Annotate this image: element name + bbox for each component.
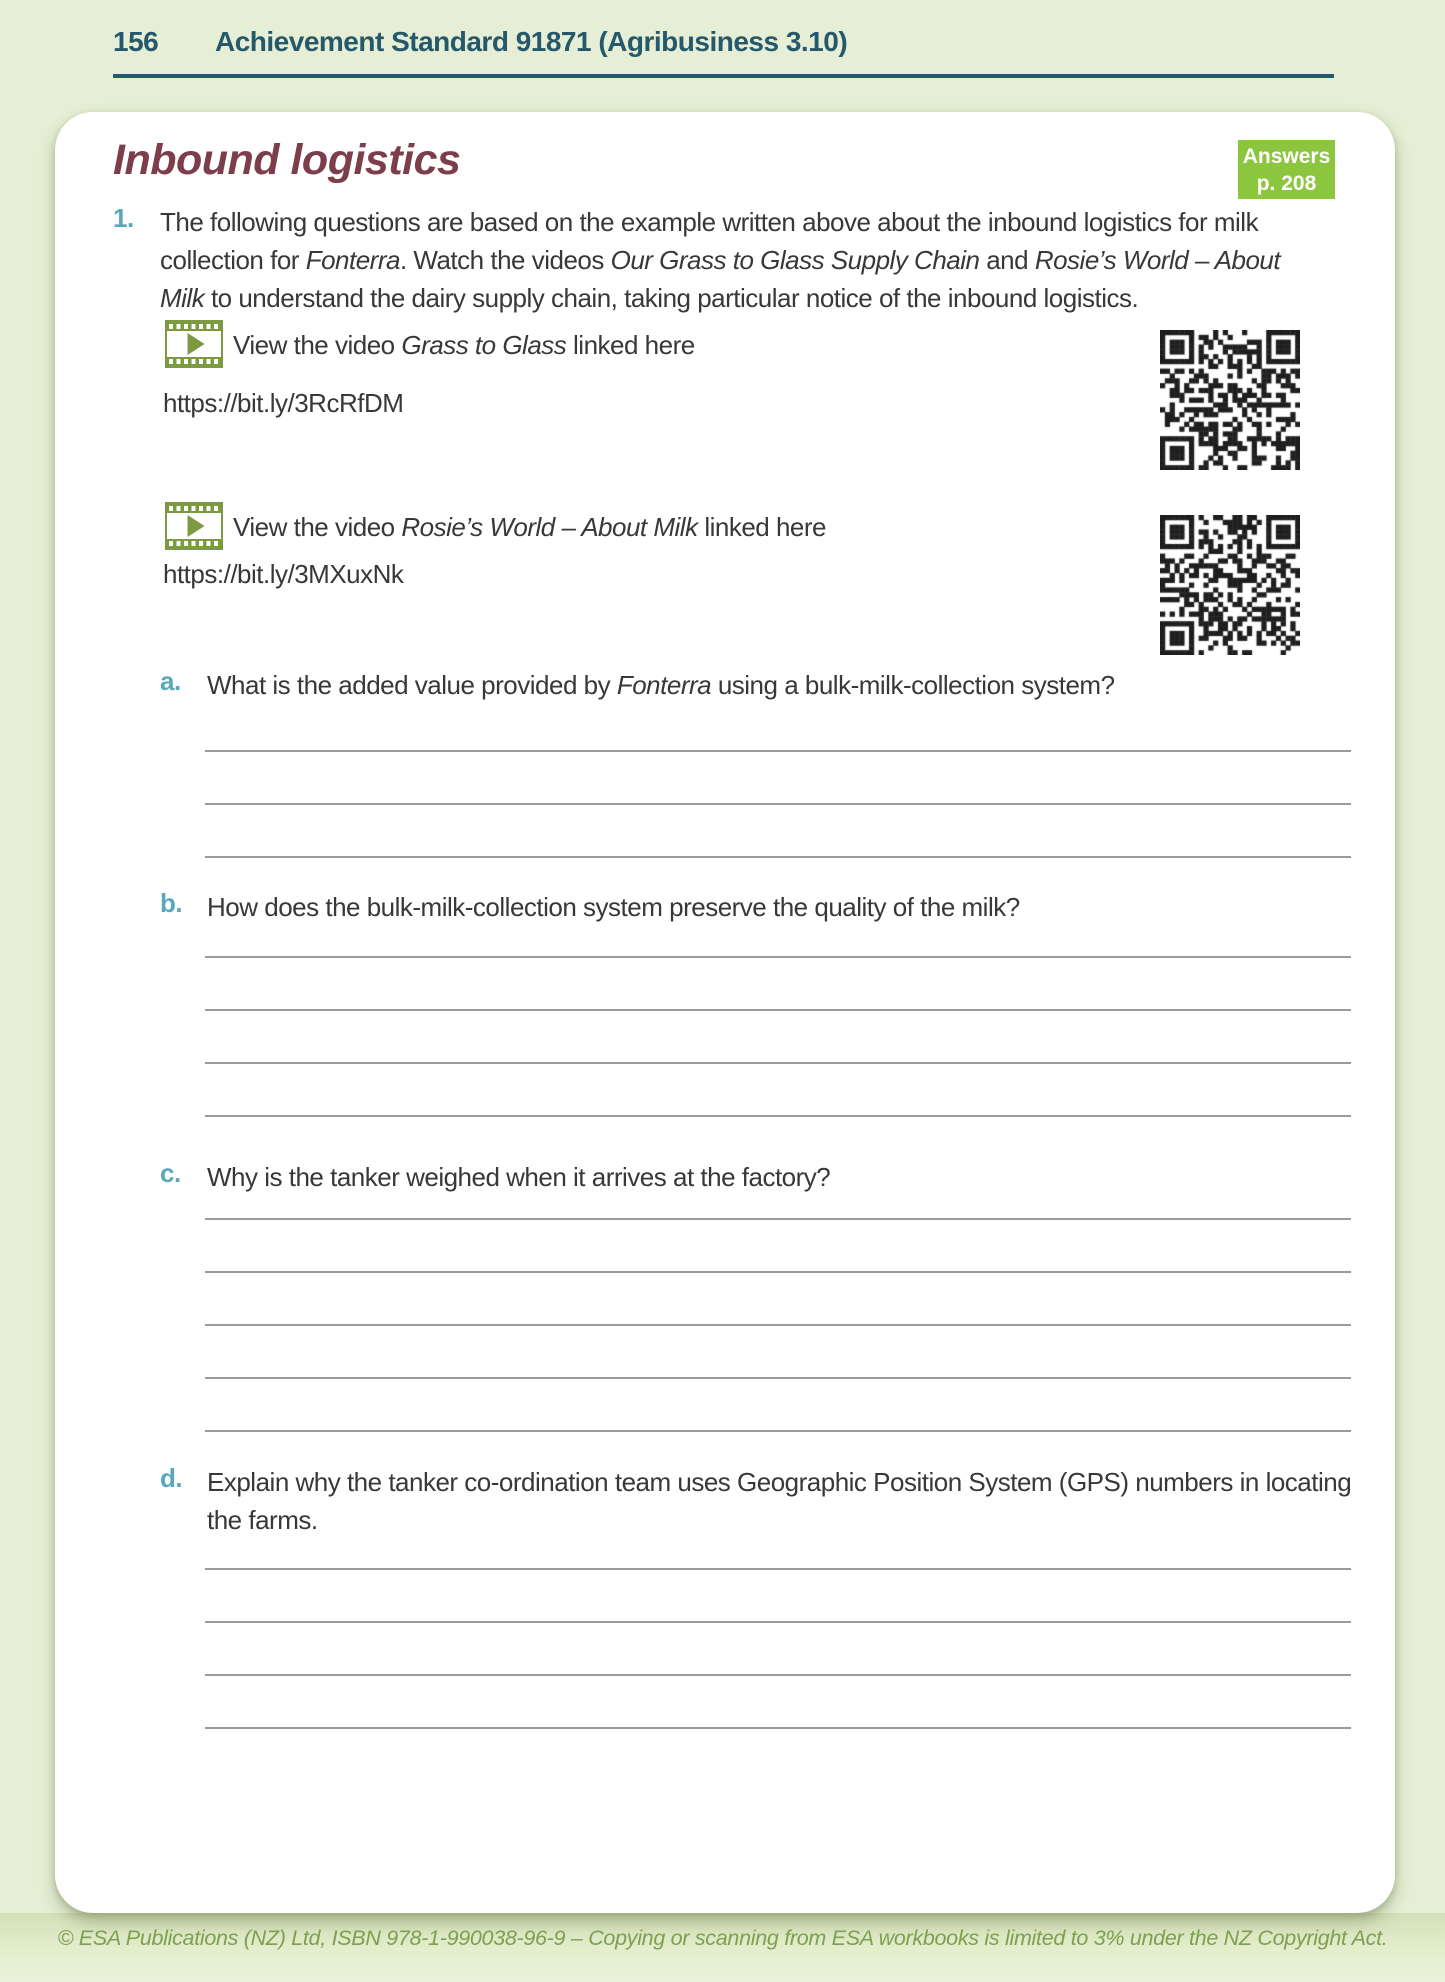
video-link-label: View the video Rosie’s World – About Milk linked here [233,512,827,542]
answer-line [205,699,1351,752]
play-triangle-icon [188,333,205,355]
copyright-footer: © ESA Publications (NZ) Ltd, ISBN 978-1-990038-96-9 – Copying or scanning from ESA workbooks is limited to 3% under the NZ Copyright Act. [57,1926,1388,1950]
answer-line [205,958,1351,1011]
question-1-number: 1. [113,203,134,233]
answers-badge-line1: Answers [1242,145,1331,168]
page-title: Inbound logistics [113,136,461,184]
qr-code [1160,515,1300,655]
question-1-intro: The following questions are based on the example written above about the inbound logistics for milk collection for Fonterra. Watch the videos Our Grass to Glass Supply Chain and Rosie’s World – About Milk to understand the dairy supply chain, taking particular notice of the inbound logistics. [160,207,1281,313]
header-rule [113,74,1334,78]
film-play-icon [165,320,223,368]
answer-line [205,1570,1351,1623]
answer-line [205,752,1351,805]
question-c-text: Why is the tanker weighed when it arrives at the factory? [207,1162,831,1192]
video-url: https://bit.ly/3MXuxNk [163,559,404,589]
answers-page-badge [1238,140,1335,199]
question-d-text: Explain why the tanker co-ordination team uses Geographic Position System (GPS) numbers in locating the farms. [207,1467,1352,1535]
worksheet-card [55,112,1395,1913]
question-a-text: What is the added value provided by Fonterra using a bulk-milk-collection system? [207,670,1115,700]
film-play-icon [165,502,223,550]
answer-line [205,1064,1351,1117]
page-number: 156 [113,26,159,57]
video-link-label: View the video Grass to Glass linked here [233,330,695,360]
question-b-label: b. [160,888,183,918]
film-strip-top [167,504,221,513]
answer-line [205,1676,1351,1729]
answers-badge-line2: p. 208 [1256,172,1317,195]
answer-line [205,1273,1351,1326]
question-c-label: c. [160,1158,181,1188]
film-strip-bottom [167,357,221,366]
video-url: https://bit.ly/3RcRfDM [163,388,404,418]
answer-lines-c [205,1167,1351,1432]
answer-lines-d [205,1517,1351,1729]
play-triangle-icon [188,515,205,537]
answer-line [205,905,1351,958]
question-a-label: a. [160,666,181,696]
answer-line [205,1379,1351,1432]
answer-line [205,1167,1351,1220]
answer-lines-a [205,699,1351,858]
question-d-label: d. [160,1463,183,1493]
question-b-text: How does the bulk-milk-collection system preserve the quality of the milk? [207,892,1020,922]
film-strip-bottom [167,539,221,548]
answer-line [205,805,1351,858]
header-title: Achievement Standard 91871 (Agribusiness 3.10) [215,26,848,57]
film-strip-top [167,322,221,331]
answer-line [205,1220,1351,1273]
qr-code [1160,330,1300,470]
answer-line [205,1517,1351,1570]
answer-lines-b [205,905,1351,1117]
answer-line [205,1011,1351,1064]
answer-line [205,1326,1351,1379]
answer-line [205,1623,1351,1676]
